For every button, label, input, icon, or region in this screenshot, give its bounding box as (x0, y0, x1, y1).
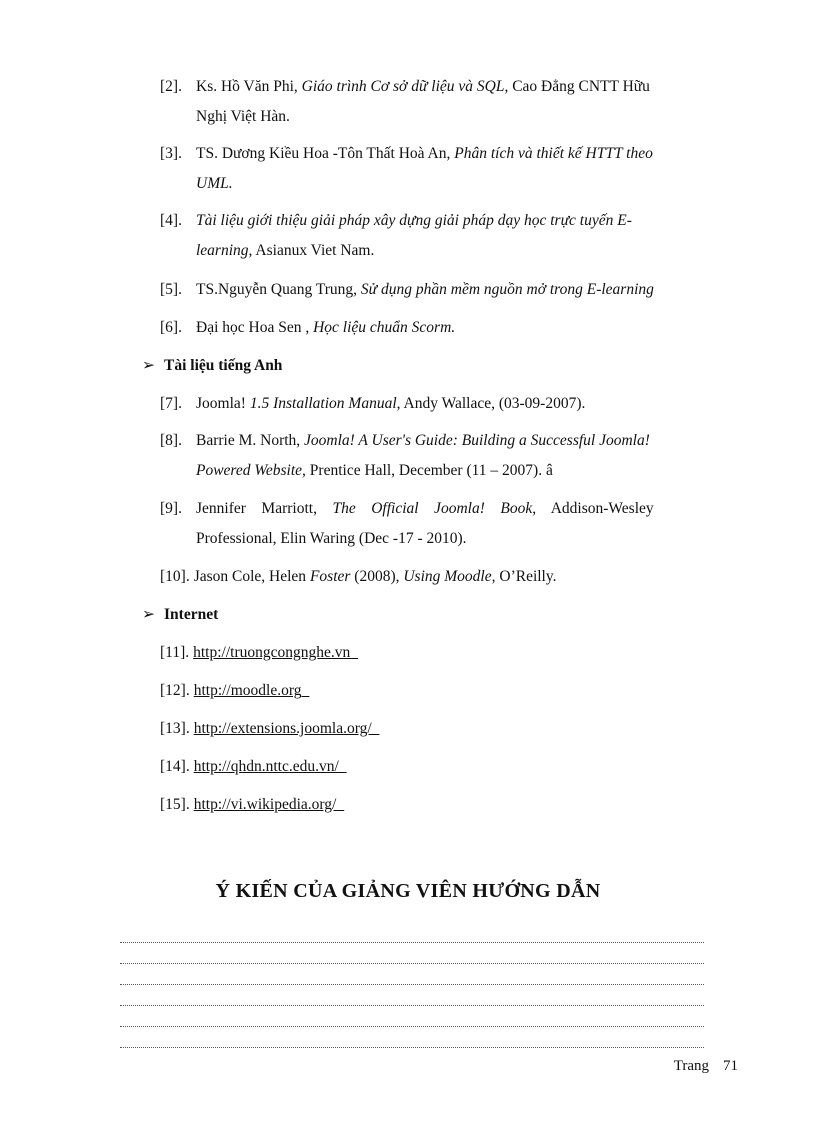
reference-number: [10]. (160, 568, 190, 585)
reference-author: Joomla! (196, 395, 250, 412)
reference-title: The Official Joomla! Book (332, 500, 533, 517)
dotted-line (120, 996, 704, 1006)
section-heading-internet (142, 600, 218, 630)
reference-year: (2008), (350, 568, 404, 585)
arrow-bullet-icon: ➢ (142, 357, 155, 374)
link-reference-12 (160, 676, 738, 706)
reference-author: Jennifer Marriott, (196, 500, 333, 517)
dotted-line (120, 975, 704, 985)
page-footer (674, 1058, 738, 1075)
reference-author: Barrie M. North, (196, 432, 305, 449)
reference-continuation (160, 236, 738, 266)
reference-author: Ks. Hồ Văn Phi, (196, 78, 302, 95)
section-title: Internet (164, 606, 219, 623)
reference-2 (160, 72, 738, 132)
reference-number: [4]. (160, 212, 182, 229)
section-heading-english (142, 351, 282, 381)
reference-number: [15]. (160, 796, 190, 813)
reference-number: [3]. (160, 145, 182, 162)
reference-continuation: UML. (196, 175, 233, 192)
reference-number: [8]. (160, 432, 182, 449)
reference-publisher: Prentice Hall, December (11 – 2007). â (305, 462, 553, 479)
reference-number: [2]. (160, 78, 182, 95)
section-title: Tài liệu tiếng Anh (164, 357, 283, 374)
reference-5 (160, 275, 738, 305)
reference-continuation (160, 456, 738, 486)
reference-title: Joomla! A User's Guide: Building a Successful Joomla! (304, 432, 650, 449)
reference-number: [7]. (160, 395, 182, 412)
reference-author: Đại học Hoa Sen , (196, 319, 314, 336)
reference-publisher: , Addison-Wesley (532, 500, 654, 517)
reference-author: TS.Nguyễn Quang Trung, (196, 281, 361, 298)
reference-author: TS. Dương Kiều Hoa -Tôn Thất Hoà An, (196, 145, 455, 162)
dotted-line (120, 933, 704, 943)
reference-number: [12]. (160, 682, 190, 699)
reference-number: [13]. (160, 720, 190, 737)
reference-author: Jason Cole, Helen (193, 568, 310, 585)
link-joomla-extensions[interactable]: http://extensions.joomla.org/ (193, 720, 372, 737)
link-qhdn-nttc[interactable]: http://qhdn.nttc.edu.vn/ (193, 758, 339, 775)
reference-4 (160, 206, 738, 266)
link-wikipedia[interactable]: http://vi.wikipedia.org/ (193, 796, 337, 813)
reference-publisher: , Asianux Viet Nam. (248, 242, 375, 259)
link-truongcongnghe[interactable]: http://truongcongnghe.vn (193, 644, 351, 661)
reference-publisher: O’Reilly. (495, 568, 557, 585)
reference-title: Using Moodle, (403, 568, 496, 585)
reference-10 (160, 562, 738, 592)
reference-title: Sử dụng phần mềm nguồn mở trong E-learning (360, 281, 654, 298)
reference-7 (160, 389, 738, 419)
reference-6 (160, 313, 738, 343)
dotted-line (120, 1017, 704, 1027)
dotted-line (120, 954, 704, 964)
reference-title: 1.5 Installation Manual (249, 395, 397, 412)
reference-publisher: Cao Đẳng CNTT Hữu (508, 78, 650, 95)
reference-title: Học liệu chuẩn Scorm. (313, 319, 456, 336)
reference-author-italic: Foster (309, 568, 351, 585)
reference-title-cont: Powered Website, (196, 462, 306, 479)
arrow-bullet-icon: ➢ (142, 606, 155, 623)
reference-3 (160, 139, 738, 199)
reference-continuation: Nghị Việt Hàn. (196, 108, 290, 125)
link-reference-11 (160, 638, 738, 668)
dotted-line (120, 1038, 704, 1048)
reference-8 (160, 426, 738, 486)
reference-number: [6]. (160, 319, 182, 336)
reference-title: Phân tích và thiết kế HTTT theo (454, 145, 653, 162)
page-number: 71 (723, 1058, 738, 1074)
reference-number: [9]. (160, 500, 182, 517)
link-moodle[interactable]: http://moodle.org (193, 682, 302, 699)
reference-9 (160, 494, 738, 554)
link-reference-14 (160, 752, 738, 782)
reference-continuation: Professional, Elin Waring (Dec -17 - 2010). (196, 530, 467, 547)
reference-number: [11]. (160, 644, 190, 661)
reference-number: [5]. (160, 281, 182, 298)
link-reference-15 (160, 790, 738, 820)
reference-number: [14]. (160, 758, 190, 775)
reference-publisher: , Andy Wallace, (03-09-2007). (396, 395, 586, 412)
footer-label: Trang (673, 1058, 709, 1074)
link-reference-13 (160, 714, 738, 744)
feedback-title: Ý KIẾN CỦA GIẢNG VIÊN HƯỚNG DẪN (215, 880, 601, 902)
reference-title-cont: learning (196, 242, 249, 259)
reference-title: Giáo trình Cơ sở dữ liệu và SQL, (301, 78, 509, 95)
reference-title: Tài liệu giới thiệu giải pháp xây dựng giải pháp dạy học trực tuyến E- (196, 212, 632, 229)
